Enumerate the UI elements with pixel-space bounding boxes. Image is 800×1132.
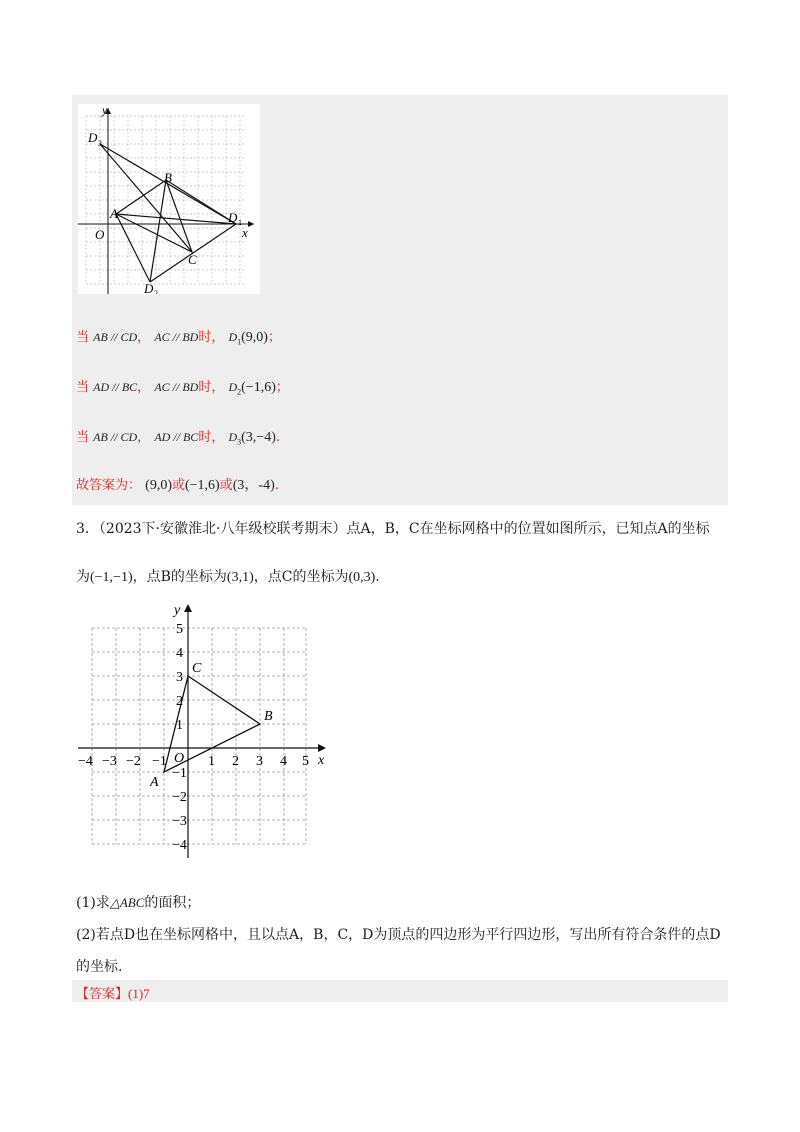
x-tick-4: 4 bbox=[280, 754, 287, 769]
case1-end: ； bbox=[267, 330, 281, 345]
fig1-point-a: A bbox=[110, 206, 118, 221]
fig1-point-d1-sub: 1 bbox=[238, 218, 242, 227]
fig1-x-label: x bbox=[242, 225, 248, 240]
coordinate-grid-figure-2 bbox=[70, 598, 340, 860]
case1-cond1: AB // CD bbox=[93, 330, 138, 344]
part1-triangle: △ABC bbox=[109, 895, 145, 910]
question-text2c: ，点C的坐标为 bbox=[253, 569, 349, 585]
answer-value: (1)7 bbox=[128, 986, 150, 1001]
answer-or2: 或 bbox=[219, 478, 233, 493]
x-tick-neg1: −1 bbox=[152, 754, 167, 769]
case3-coord: (3,−4) bbox=[241, 430, 276, 445]
y-tick-4: 4 bbox=[176, 646, 183, 661]
x-tick-1: 1 bbox=[208, 754, 215, 769]
question-text2b: ，点B的坐标为 bbox=[132, 569, 227, 585]
fig2-y-label: y bbox=[174, 603, 181, 618]
fig1-point-b: B bbox=[164, 170, 172, 185]
case2-point: D bbox=[228, 380, 238, 394]
answer-line bbox=[76, 474, 279, 494]
question-number: 3． bbox=[76, 521, 99, 537]
case2-end: ； bbox=[275, 380, 289, 395]
case2-sub: 2 bbox=[237, 387, 242, 397]
case3-line bbox=[76, 426, 280, 447]
case1-prefix: 当 bbox=[76, 330, 90, 345]
x-tick-2: 2 bbox=[232, 754, 239, 769]
case1-sub: 1 bbox=[237, 337, 242, 347]
case2-coord: (−1,6) bbox=[241, 380, 276, 395]
answer-bar bbox=[72, 980, 728, 1002]
x-tick-3: 3 bbox=[256, 754, 263, 769]
answer-or1: 或 bbox=[171, 478, 185, 493]
answer-tag: 【答案】 bbox=[76, 987, 129, 1002]
y-tick-neg1: −1 bbox=[172, 766, 187, 781]
question-source: （2023下·安徽淮北·八年级校联考期末） bbox=[98, 521, 347, 537]
answer-v1: (9,0) bbox=[145, 478, 172, 493]
part1-prefix: (1)求 bbox=[76, 895, 110, 911]
case2-when: 时， bbox=[198, 380, 225, 395]
case1-cond2: AC // BD bbox=[154, 330, 199, 344]
answer-v2: (−1,6) bbox=[185, 478, 220, 493]
answer-end: . bbox=[274, 478, 279, 493]
fig1-point-d2-sub: 2 bbox=[154, 289, 158, 294]
fig2-point-a: A bbox=[150, 775, 159, 790]
fig2-origin: O bbox=[174, 751, 185, 766]
x-tick-neg3: −3 bbox=[102, 754, 117, 769]
x-tick-5: 5 bbox=[302, 754, 309, 769]
case1-sep: ， bbox=[137, 330, 151, 345]
parallelogram-figure-1 bbox=[78, 104, 260, 294]
question3-part1 bbox=[76, 892, 200, 912]
part1-suffix: 的面积； bbox=[144, 895, 201, 911]
case1-coord: (9,0) bbox=[241, 330, 268, 345]
fig1-point-d3-sub: 3 bbox=[98, 139, 102, 148]
case3-when: 时， bbox=[198, 430, 225, 445]
answer-v3: (3，-4) bbox=[232, 478, 275, 493]
x-tick-neg2: −2 bbox=[126, 754, 141, 769]
fig2-point-b: B bbox=[264, 709, 273, 724]
question3-line1 bbox=[76, 518, 710, 538]
case1-line bbox=[76, 326, 281, 347]
case2-sep: ， bbox=[137, 380, 151, 395]
y-tick-5: 5 bbox=[176, 622, 183, 637]
y-tick-neg4: −4 bbox=[172, 838, 187, 853]
fig1-origin-label: O bbox=[95, 227, 105, 242]
question-text2d: . bbox=[375, 569, 380, 585]
fig1-point-c: C bbox=[188, 252, 197, 267]
x-tick-neg4: −4 bbox=[78, 754, 93, 769]
question3-line2 bbox=[76, 566, 380, 586]
answer-label bbox=[76, 983, 150, 1002]
y-tick-2: 2 bbox=[176, 694, 183, 709]
case3-prefix: 当 bbox=[76, 430, 90, 445]
case2-prefix: 当 bbox=[76, 380, 90, 395]
fig1-point-d1: D bbox=[228, 210, 238, 225]
case2-line bbox=[76, 376, 289, 397]
case1-when: 时， bbox=[198, 330, 225, 345]
fig2-x-label: x bbox=[318, 753, 325, 768]
y-tick-3: 3 bbox=[176, 670, 183, 685]
y-tick-1: 1 bbox=[176, 718, 183, 733]
coord-a: (−1,−1) bbox=[90, 570, 133, 585]
case3-cond2: AD // BC bbox=[154, 430, 199, 444]
y-tick-neg2: −2 bbox=[172, 790, 187, 805]
case2-cond1: AD // BC bbox=[93, 380, 138, 394]
coord-c: (0,3) bbox=[348, 570, 376, 585]
fig1-y-label: y bbox=[102, 104, 108, 117]
question3-part2-line1: (2)若点D也在坐标网格中，且以点A，B，C，D为顶点的四边形为平行四边形，写出所有符合条件的点D bbox=[76, 927, 721, 943]
case3-cond1: AB // CD bbox=[93, 430, 138, 444]
fig1-point-d2: D bbox=[144, 281, 154, 294]
case2-cond2: AC // BD bbox=[154, 380, 199, 394]
y-tick-neg3: −3 bbox=[172, 814, 187, 829]
case3-sep: ， bbox=[137, 430, 151, 445]
coord-b: (3,1) bbox=[226, 570, 254, 585]
case3-sub: 3 bbox=[237, 437, 242, 447]
answer-prefix: 故答案为： bbox=[76, 478, 142, 493]
fig2-point-c: C bbox=[192, 661, 202, 676]
fig1-point-d3: D bbox=[88, 130, 98, 145]
case3-point: D bbox=[228, 430, 238, 444]
question3-part2-line2: 的坐标. bbox=[76, 959, 123, 975]
question-text2a: 为 bbox=[76, 569, 90, 585]
question-text1: 点A，B，C在坐标网格中的位置如图所示，已知点A的坐标 bbox=[346, 521, 710, 537]
case1-point: D bbox=[228, 330, 238, 344]
case3-end: . bbox=[275, 430, 281, 445]
